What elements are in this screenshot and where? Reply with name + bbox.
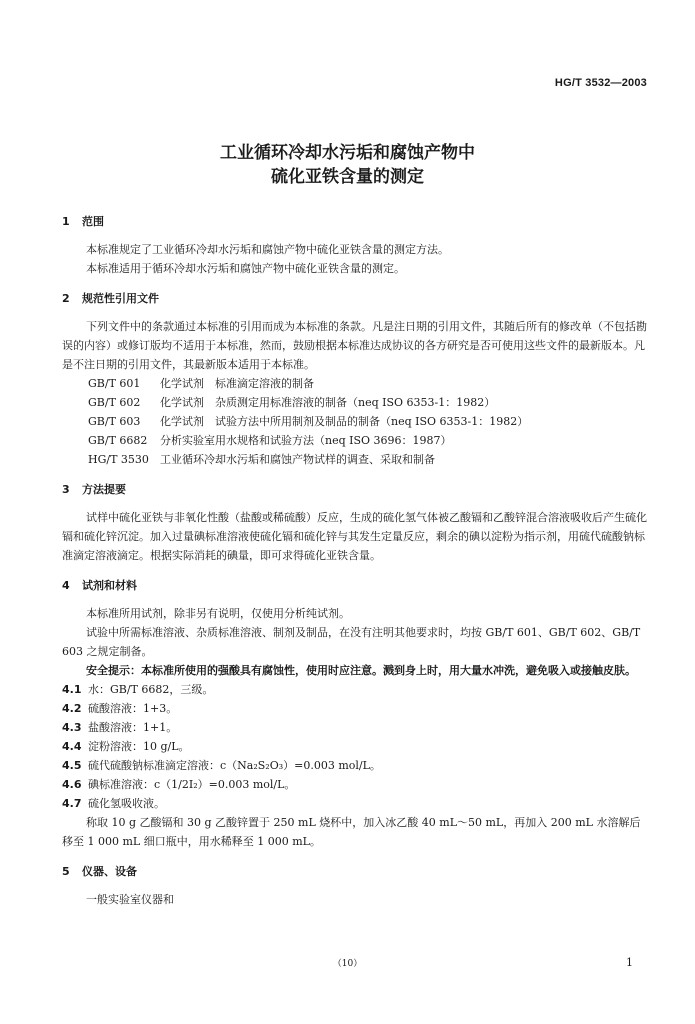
document-title <box>0 141 695 189</box>
reagent-item: 4.2 硫酸溶液：1+3。 <box>62 702 178 715</box>
standard-code: HG/T 3532—2003 <box>554 77 647 89</box>
reference-item: GB/T 602 化学试剂 杂质测定用标准溶液的制备（neq ISO 6353-1：1982） <box>88 396 496 409</box>
reagent-item: 4.6 碘标准溶液：c（1/2I₂）=0.003 mol/L。 <box>62 778 296 791</box>
reference-item: GB/T 603 化学试剂 试验方法中所用制剂及制品的制备（neq ISO 6353-1：1982） <box>88 415 529 428</box>
section-4-heading: 4 试剂和材料 <box>62 579 137 592</box>
section-5-paragraph: 一般实验室仪器和 <box>86 893 174 906</box>
title-line-2: 硫化亚铁含量的测定 <box>271 167 424 187</box>
section-2-heading: 2 规范性引用文件 <box>62 292 159 305</box>
section-3-paragraph: 试样中硫化亚铁与非氧化性酸（盐酸或稀硫酸）反应，生成的硫化氢气体被乙酸镉和乙酸锌混合溶液吸收后产生硫化镉和硫化锌沉淀。加入过量碘标准溶液使硫化镉和硫化锌与其发生定量反应，剩余的碘以淀粉为指示剂，用硫代硫酸钠标准滴定溶液滴定。根据实际消耗的碘量，即可求得硫化亚铁含量。 <box>62 511 647 562</box>
section-1-paragraph: 本标准适用于循环冷却水污垢和腐蚀产物中硫化亚铁含量的测定。 <box>86 262 405 275</box>
section-5-heading: 5 仪器、设备 <box>62 865 137 878</box>
reagent-item: 4.1 水：GB/T 6682，三级。 <box>62 683 214 696</box>
section-4-paragraph: 本标准所用试剂，除非另有说明，仅使用分析纯试剂。 <box>86 607 350 620</box>
document-body <box>62 212 647 909</box>
section-1-heading: 1 范围 <box>62 215 104 228</box>
safety-notice: 安全提示：本标准所使用的强酸具有腐蚀性，使用时应注意。溅到身上时，用大量水冲洗，避免吸入或接触皮肤。 <box>86 664 636 677</box>
section-4-paragraph: 试验中所需标准溶液、杂质标准溶液、制剂及制品，在没有注明其他要求时，均按 GB/T 601、GB/T 602、GB/T 603 之规定制备。 <box>62 626 641 658</box>
reagent-item: 4.7 硫化氢吸收液。 <box>62 797 165 810</box>
footer-sequence: （10） <box>332 959 363 969</box>
reference-item: GB/T 6682 分析实验室用水规格和试验方法（neq ISO 3696：1987） <box>88 434 452 447</box>
section-2-paragraph: 下列文件中的条款通过本标准的引用而成为本标准的条款。凡是注日期的引用文件，其随后所有的修改单（不包括勘误的内容）或修订版均不适用于本标准，然而，鼓励根据本标准达成协议的各方研究是否可使用这些文件的最新版本。凡是不注日期的引用文件，其最新版本适用于本标准。 <box>62 320 647 371</box>
title-line-1: 工业循环冷却水污垢和腐蚀产物中 <box>220 143 475 163</box>
reagent-item: 4.3 盐酸溶液：1+1。 <box>62 721 178 734</box>
section-1-paragraph: 本标准规定了工业循环冷却水污垢和腐蚀产物中硫化亚铁含量的测定方法。 <box>86 243 449 256</box>
section-3-heading: 3 方法提要 <box>62 483 126 496</box>
page-number: 1 <box>626 956 633 969</box>
reagent-item: 4.5 硫代硫酸钠标准滴定溶液：c（Na₂S₂O₃）=0.003 mol/L。 <box>62 759 381 772</box>
reference-item: HG/T 3530 工业循环冷却水污垢和腐蚀产物试样的调查、采取和制备 <box>88 453 435 466</box>
absorbent-preparation: 称取 10 g 乙酸镉和 30 g 乙酸锌置于 250 mL 烧杯中，加入冰乙酸 40 mL～50 mL，再加入 200 mL 水溶解后移至 1 000 mL 细口瓶中，用水稀释至 1 000 mL。 <box>62 816 641 848</box>
reference-item: GB/T 601 化学试剂 标准滴定溶液的制备 <box>88 377 314 390</box>
reagent-item: 4.4 淀粉溶液：10 g/L。 <box>62 740 190 753</box>
